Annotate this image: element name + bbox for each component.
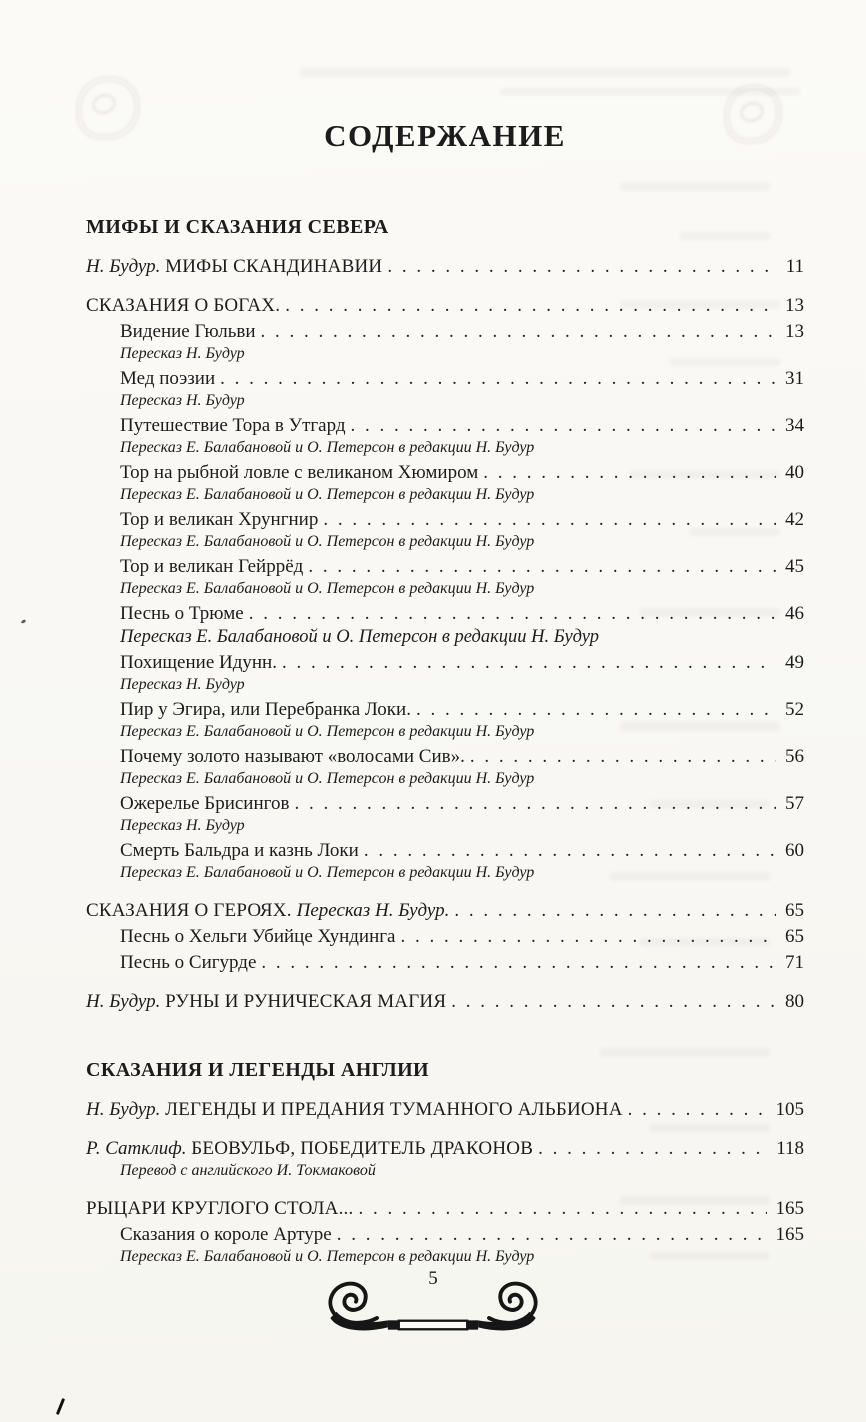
dot-leader — [359, 839, 776, 862]
toc-entry-title-part: Н. Будур. — [86, 991, 166, 1012]
dot-leader — [303, 555, 776, 578]
toc-entry-page: 34 — [785, 415, 804, 436]
toc-entry-page: 71 — [785, 952, 804, 973]
page-title: СОДЕРЖАНИЕ — [324, 118, 566, 153]
toc-entry-title — [120, 792, 289, 815]
toc-entry — [86, 1197, 804, 1220]
toc-entry-page: 105 — [775, 1099, 804, 1120]
dot-leader — [215, 367, 776, 390]
toc-entry-note: Пересказ Е. Балабановой и О. Петерсон в редакции Н. Будур — [120, 770, 535, 787]
toc-entry-title-part: ЛЕГЕНДЫ И ПРЕДАНИЯ ТУМАННОГО АЛЬБИОНА — [165, 1099, 623, 1120]
toc-entry-title-part: Р. Сатклиф. — [86, 1138, 192, 1159]
toc — [86, 216, 804, 1267]
toc-entry-page: 60 — [785, 840, 804, 861]
toc-section — [86, 1059, 804, 1267]
toc-entry-title-part: Н. Будур. — [86, 1099, 166, 1120]
toc-entry-note: Пересказ Е. Балабановой и О. Петерсон в редакции Н. Будур — [120, 580, 535, 597]
toc-entry-title-part: Песнь о Хельги Убийце Хундинга — [120, 926, 396, 947]
toc-entry — [86, 320, 804, 343]
toc-entry-page: 40 — [785, 462, 804, 483]
toc-entry — [86, 899, 804, 922]
toc-entry-title-part: Путешествие Тора в Утгард — [120, 415, 346, 436]
toc-entry — [86, 698, 804, 721]
toc-entry-page: 52 — [785, 699, 804, 720]
toc-entry-note: Перевод с английского И. Токмаковой — [120, 1162, 376, 1179]
toc-entry-note: Пересказ Е. Балабановой и О. Петерсон в редакции Н. Будур — [120, 1248, 535, 1265]
toc-entry-title — [120, 839, 359, 862]
toc-entry-page: 46 — [785, 603, 804, 624]
dot-leader — [318, 508, 776, 531]
toc-entry-note: Пересказ Н. Будур — [120, 392, 245, 409]
toc-entry-title-part: СКАЗАНИЯ О БОГАХ. — [86, 295, 281, 316]
toc-entry-title-part: Сказания о короле Артуре — [120, 1224, 332, 1245]
toc-entry — [86, 925, 804, 948]
toc-entry-title-part: Ожерелье Брисингов — [120, 793, 290, 814]
toc-entry-title — [86, 1137, 533, 1160]
toc-entry-note: Пересказ Е. Балабановой и О. Петерсон в редакции Н. Будур — [120, 486, 535, 503]
toc-entry-title — [120, 1223, 332, 1246]
toc-entry-title — [120, 414, 346, 437]
toc-entry-note: Пересказ Е. Балабановой и О. Петерсон в редакции Н. Будур — [120, 533, 535, 550]
toc-entry-page: 13 — [785, 295, 804, 316]
scan-speck — [21, 619, 27, 624]
toc-entry — [86, 508, 804, 531]
toc-entry-page: 56 — [785, 746, 804, 767]
toc-entry-title-part: Пир у Эгира, или Перебранка Локи. — [120, 699, 411, 720]
toc-entry-note: Пересказ Е. Балабановой и О. Петерсон в редакции Н. Будур — [120, 723, 535, 740]
dot-leader — [411, 698, 776, 721]
dot-leader — [346, 414, 776, 437]
toc-entry-title — [120, 320, 256, 343]
toc-entry-title — [120, 925, 395, 948]
toc-entry-page: 118 — [776, 1138, 804, 1159]
toc-entry-title-part: Мед поэзии — [120, 368, 216, 389]
dot-leader — [256, 951, 776, 974]
toc-entry-note: Пересказ Н. Будур — [120, 345, 245, 362]
toc-entry — [86, 990, 804, 1013]
toc-entry-title-part: Песнь о Трюме — [120, 603, 244, 624]
toc-entry-title — [120, 602, 244, 625]
toc-entry-note: Пересказ Н. Будур — [120, 676, 245, 693]
toc-entry-title — [120, 951, 256, 974]
toc-entry-title-part: СКАЗАНИЯ О ГЕРОЯХ. — [86, 900, 297, 921]
toc-entry-title-part: Тор на рыбной ловле с великаном Хюмиром — [120, 462, 479, 483]
toc-section — [86, 216, 804, 1013]
toc-entry-title-part: Пересказ Н. Будур. — [296, 900, 450, 921]
toc-entry-title — [86, 990, 446, 1013]
toc-entry-title — [86, 255, 382, 278]
toc-entry-page: 42 — [785, 509, 804, 530]
toc-entry-title-part: Видение Гюльви — [120, 321, 256, 342]
toc-entry-page: 11 — [785, 256, 804, 277]
toc-entry-title — [120, 367, 215, 390]
toc-entry-page: 13 — [785, 321, 804, 342]
toc-entry — [86, 1223, 804, 1246]
dot-leader — [289, 792, 776, 815]
toc-entry-title — [120, 745, 465, 768]
toc-entry-title — [86, 1098, 623, 1121]
toc-entry-title — [120, 698, 411, 721]
dot-leader — [446, 990, 776, 1013]
toc-entry-page: 49 — [785, 652, 804, 673]
toc-entry — [86, 294, 804, 317]
toc-entry — [86, 1137, 804, 1160]
toc-entry-title — [120, 555, 303, 578]
section-header: СКАЗАНИЯ И ЛЕГЕНДЫ АНГЛИИ — [86, 1059, 429, 1081]
toc-entry-title-part: Тор и великан Гейррёд — [120, 556, 304, 577]
toc-entry-page: 65 — [785, 900, 804, 921]
toc-entry-page: 165 — [775, 1224, 804, 1245]
toc-entry — [86, 414, 804, 437]
dot-leader — [353, 1197, 766, 1220]
toc-entry — [86, 951, 804, 974]
toc-entry-title — [120, 461, 478, 484]
toc-entry-title-part: МИФЫ СКАНДИНАВИИ — [165, 256, 383, 277]
dot-leader — [256, 320, 776, 343]
toc-entry — [86, 651, 804, 674]
toc-entry-title — [86, 899, 449, 922]
dot-leader — [465, 745, 776, 768]
folio-page-number: 5 — [428, 1268, 438, 1289]
toc-entry-page: 65 — [785, 926, 804, 947]
dot-leader — [332, 1223, 767, 1246]
toc-entry-title — [120, 508, 318, 531]
toc-entry-title-part: РУНЫ И РУНИЧЕСКАЯ МАГИЯ — [165, 991, 447, 1012]
toc-entry-title — [120, 651, 277, 674]
toc-entry-page: 57 — [785, 793, 804, 814]
dot-leader — [280, 294, 776, 317]
dot-leader — [244, 602, 776, 625]
toc-entry-page: 165 — [775, 1198, 804, 1219]
toc-entry-note: Пересказ Е. Балабановой и О. Петерсон в редакции Н. Будур — [120, 439, 535, 456]
dot-leader — [277, 651, 776, 674]
toc-entry-page: 80 — [785, 991, 804, 1012]
toc-entry-note: Пересказ Е. Балабановой и О. Петерсон в редакции Н. Будур — [120, 864, 535, 881]
toc-entry-page: 45 — [785, 556, 804, 577]
dot-leader — [395, 925, 776, 948]
section-header: МИФЫ И СКАЗАНИЯ СЕВЕРА — [86, 216, 389, 238]
toc-entry-title-part: Н. Будур. — [86, 256, 166, 277]
toc-entry-title — [86, 294, 280, 317]
dot-leader — [623, 1098, 767, 1121]
toc-entry — [86, 792, 804, 815]
toc-entry — [86, 255, 804, 278]
dot-leader — [382, 255, 776, 278]
page-footer — [0, 1268, 866, 1346]
toc-entry-note: Пересказ Е. Балабановой и О. Петерсон в редакции Н. Будур — [120, 627, 599, 647]
toc-entry-title-part: БЕОВУЛЬФ, ПОБЕДИТЕЛЬ ДРАКОНОВ — [191, 1138, 534, 1159]
toc-entry — [86, 555, 804, 578]
toc-entry-title-part: РЫЦАРИ КРУГЛОГО СТОЛА... — [86, 1198, 354, 1219]
toc-entry — [86, 602, 804, 625]
toc-entry — [86, 461, 804, 484]
dot-leader — [449, 899, 776, 922]
toc-entry-title-part: Смерть Бальдра и казнь Локи — [120, 840, 359, 861]
toc-entry — [86, 1098, 804, 1121]
toc-entry-title-part: Тор и великан Хрунгнир — [120, 509, 319, 530]
dot-leader — [478, 461, 776, 484]
toc-entry-title-part: Песнь о Сигурде — [120, 952, 257, 973]
toc-entry-note: Пересказ Н. Будур — [120, 817, 245, 834]
toc-entry-title-part: Похищение Идунн. — [120, 652, 277, 673]
toc-entry — [86, 367, 804, 390]
toc-entry — [86, 839, 804, 862]
toc-entry — [86, 745, 804, 768]
toc-entry-title — [86, 1197, 353, 1220]
dot-leader — [533, 1137, 767, 1160]
toc-entry-title-part: Почему золото называют «волосами Сив». — [120, 746, 465, 767]
corner-pen-mark — [56, 1398, 65, 1415]
toc-entry-page: 31 — [785, 368, 804, 389]
